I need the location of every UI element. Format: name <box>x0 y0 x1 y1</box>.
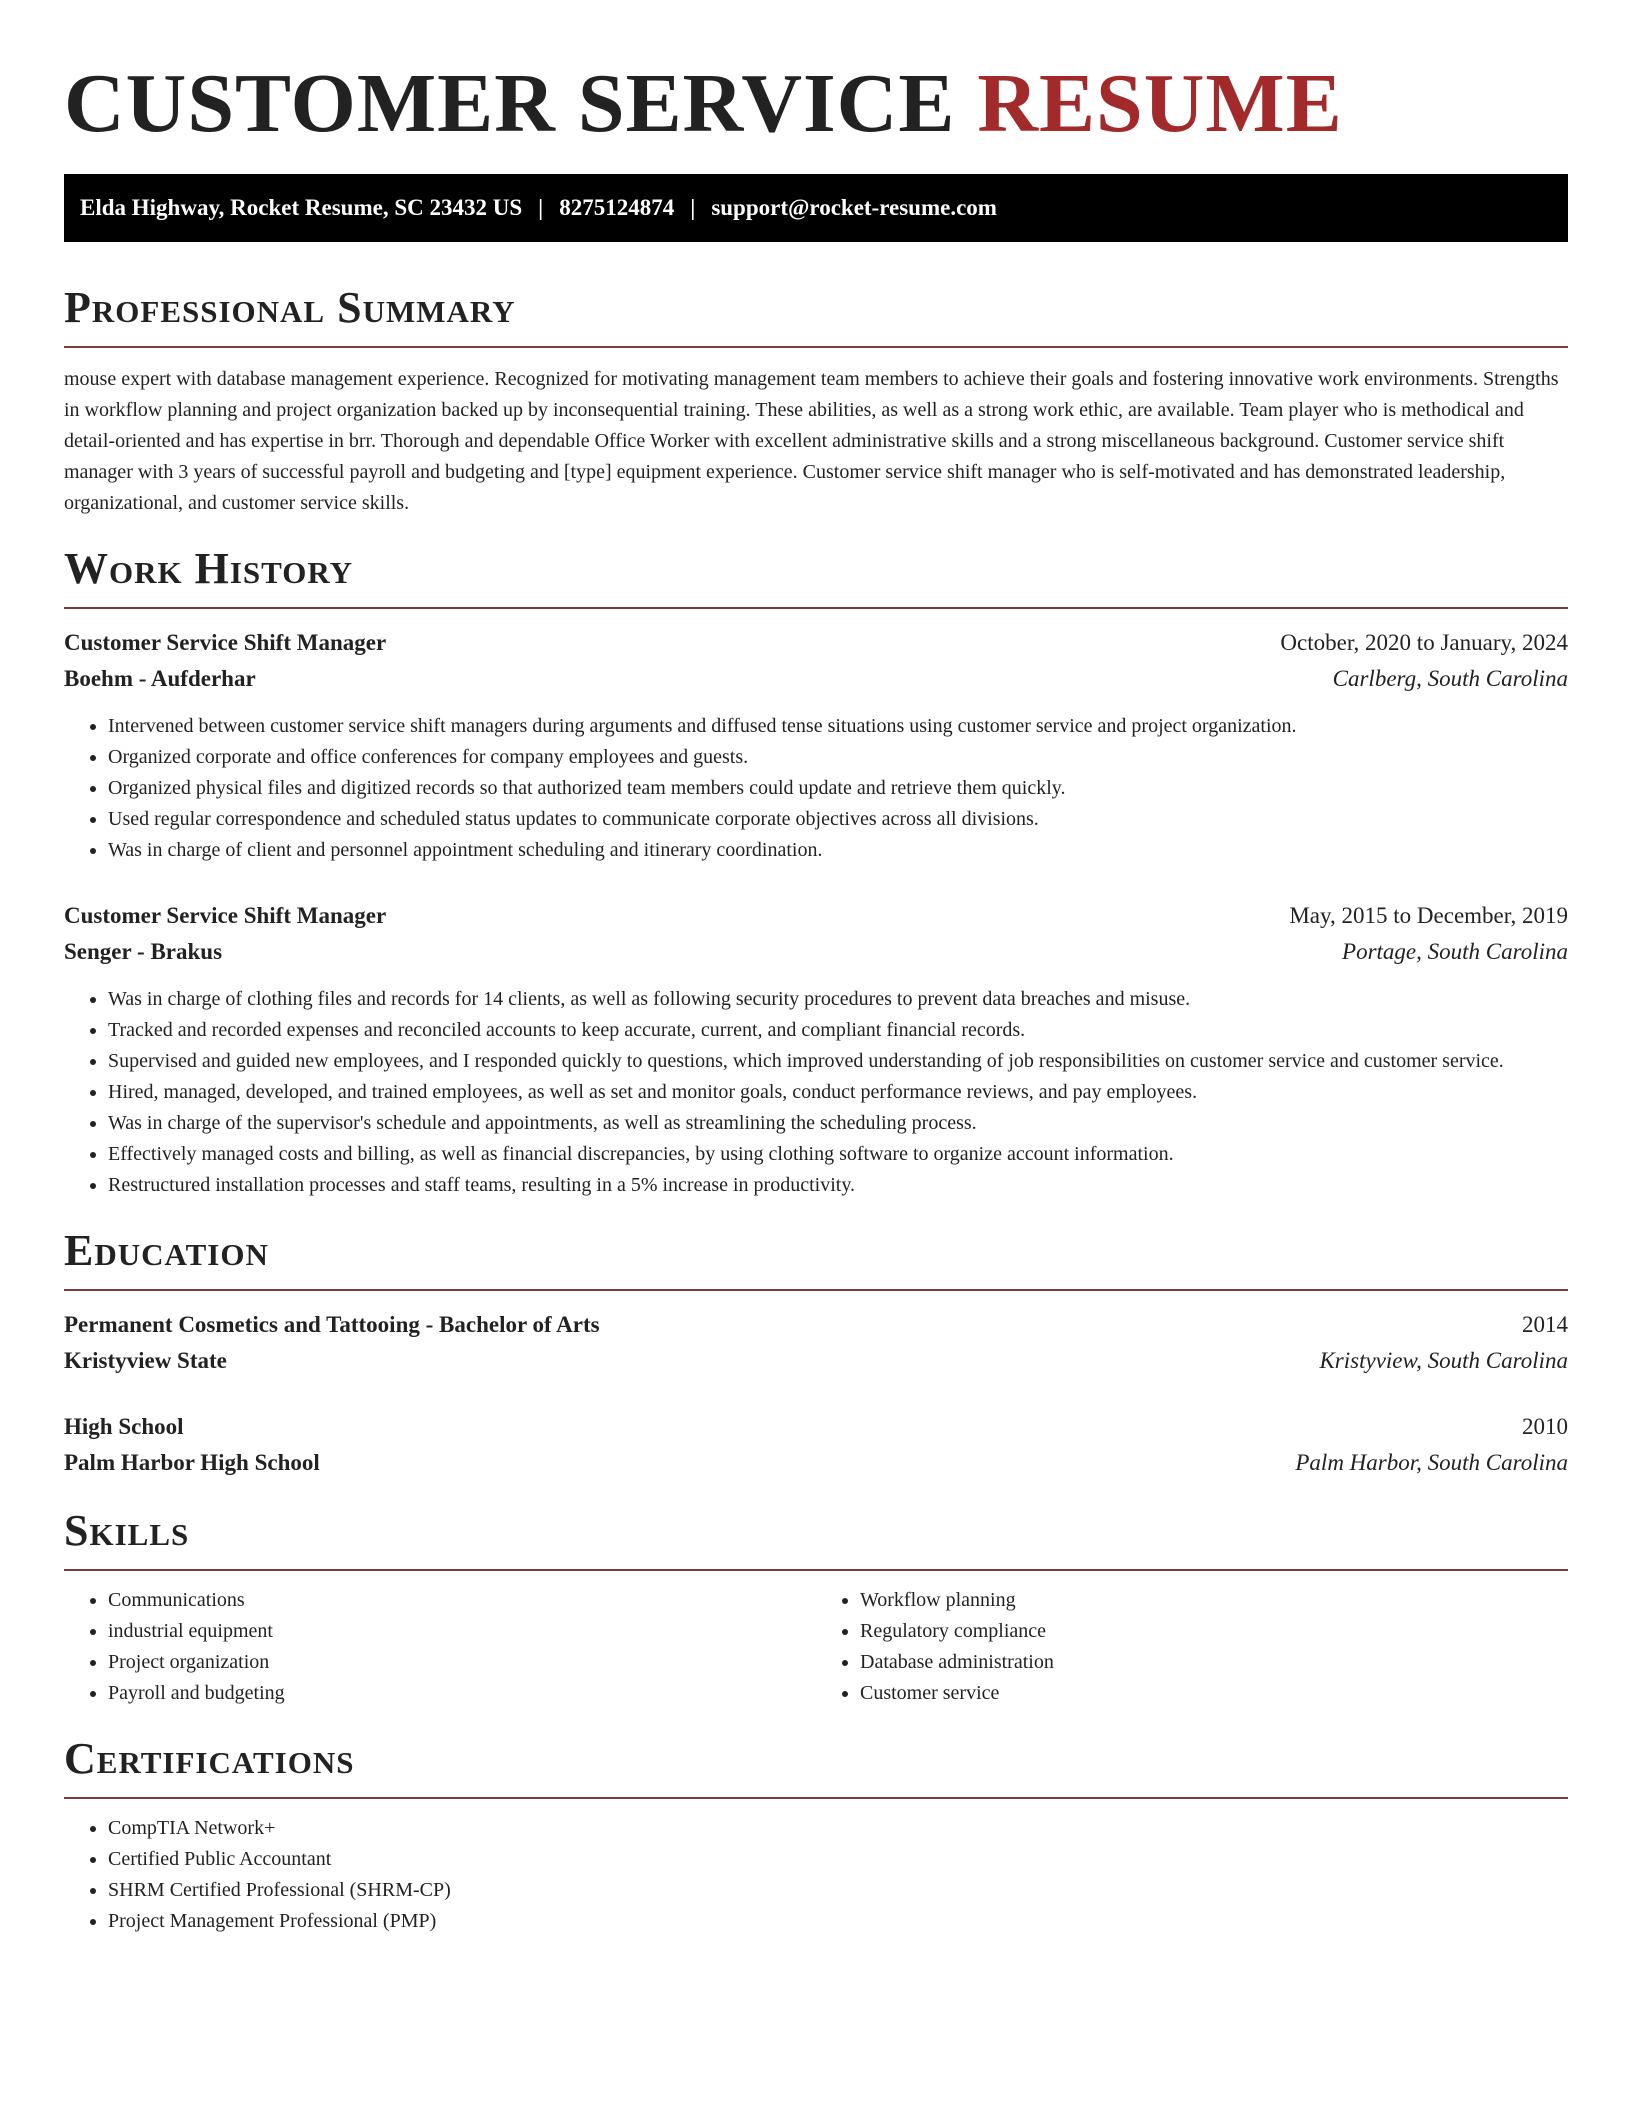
job-header-row <box>64 898 1568 934</box>
job-company: Boehm - Aufderhar <box>64 666 256 691</box>
job-company-row <box>64 661 1568 697</box>
education-degree: Permanent Cosmetics and Tattooing - Bachelor of Arts <box>64 1312 600 1337</box>
job-bullets <box>64 711 1568 866</box>
education-school-row <box>64 1445 1568 1481</box>
education-location: Palm Harbor, South Carolina <box>1295 1450 1568 1475</box>
job-entry <box>64 898 1568 1201</box>
job-bullet: • Organized corporate and office conferences for company employees and guests. <box>108 742 1568 773</box>
contact-bar <box>64 174 1568 242</box>
skills-column-right <box>816 1585 1568 1709</box>
contact-separator: | <box>538 195 544 220</box>
education-degree-row <box>64 1409 1568 1445</box>
title-main: CUSTOMER SERVICE <box>64 57 956 150</box>
contact-separator: | <box>690 195 696 220</box>
education-degree: High School <box>64 1414 184 1439</box>
job-bullet: • Hired, managed, developed, and trained employees, as well as set and monitor goals, conduct performance reviews, and pay employees. <box>108 1077 1568 1108</box>
skill-item: • Workflow planning <box>860 1585 1568 1616</box>
education-entry <box>64 1409 1568 1481</box>
certification-item: • CompTIA Network+ <box>108 1813 1568 1844</box>
job-company-row <box>64 934 1568 970</box>
skills-heading: Skills <box>64 1506 190 1555</box>
job-title: Customer Service Shift Manager <box>64 903 387 928</box>
education-degree-row <box>64 1307 1568 1343</box>
section-divider <box>64 1569 1568 1571</box>
skill-item: • Communications <box>108 1585 816 1616</box>
education-heading: Education <box>64 1226 269 1275</box>
work-history-heading: Work History <box>64 544 354 593</box>
job-bullet: • Was in charge of the supervisor's schedule and appointments, as well as streamlining the scheduling process. <box>108 1108 1568 1139</box>
summary-text: mouse expert with database management experience. Recognized for motivating management team members to achieve their goals and fostering innovative work environments. Strengths in workflow planning and project organization backed up by inconsequential training. These abilities, as well as a strong work ethic, are available. Team player who is methodical and detail-oriented and has expertise in brr. Thorough and dependable Office Worker with excellent administrative skills and a strong miscellaneous background. Customer service shift manager with 3 years of successful payroll and budgeting and [type] equipment experience. Customer service shift manager who is self-motivated and has demonstrated leadership, organizational, and customer service skills. <box>64 368 1559 514</box>
education-year: 2010 <box>1522 1414 1568 1439</box>
certifications-heading: Certifications <box>64 1734 355 1783</box>
skill-item: • Regulatory compliance <box>860 1616 1568 1647</box>
education-year: 2014 <box>1522 1312 1568 1337</box>
contact-email: support@rocket-resume.com <box>711 195 997 220</box>
contact-address: Elda Highway, Rocket Resume, SC 23432 US <box>80 195 523 220</box>
resume-title <box>64 54 1568 154</box>
skill-item: • industrial equipment <box>108 1616 816 1647</box>
job-title: Customer Service Shift Manager <box>64 630 387 655</box>
certifications-list <box>64 1813 1568 1937</box>
section-divider <box>64 346 1568 348</box>
certification-item: • Project Management Professional (PMP) <box>108 1906 1568 1937</box>
title-accent: RESUME <box>977 57 1343 150</box>
education-school-row <box>64 1343 1568 1379</box>
job-dates: October, 2020 to January, 2024 <box>1280 630 1568 655</box>
job-dates: May, 2015 to December, 2019 <box>1289 903 1568 928</box>
skill-item: • Customer service <box>860 1678 1568 1709</box>
skill-item: • Project organization <box>108 1647 816 1678</box>
job-bullet: • Supervised and guided new employees, and I responded quickly to questions, which improved understanding of job responsibilities on customer service and customer service. <box>108 1046 1568 1077</box>
job-bullet: • Was in charge of clothing files and records for 14 clients, as well as following security procedures to prevent data breaches and misuse. <box>108 984 1568 1015</box>
section-divider <box>64 1289 1568 1291</box>
skills-grid <box>64 1585 1568 1709</box>
education-section <box>64 1225 1568 1481</box>
section-divider <box>64 607 1568 609</box>
summary-section <box>64 282 1568 519</box>
skills-section <box>64 1505 1568 1709</box>
summary-heading: Professional Summary <box>64 283 516 332</box>
job-entry <box>64 625 1568 866</box>
skills-column-left <box>64 1585 816 1709</box>
work-history-section <box>64 543 1568 1201</box>
job-location: Carlberg, South Carolina <box>1332 666 1568 691</box>
section-divider <box>64 1797 1568 1799</box>
skill-item: • Payroll and budgeting <box>108 1678 816 1709</box>
job-bullet: • Tracked and recorded expenses and reconciled accounts to keep accurate, current, and compliant financial records. <box>108 1015 1568 1046</box>
contact-phone: 8275124874 <box>559 195 675 220</box>
job-bullet: • Used regular correspondence and scheduled status updates to communicate corporate objectives across all divisions. <box>108 804 1568 835</box>
job-bullet: • Restructured installation processes and staff teams, resulting in a 5% increase in productivity. <box>108 1170 1568 1201</box>
job-company: Senger - Brakus <box>64 939 223 964</box>
job-bullet: • Effectively managed costs and billing, as well as financial discrepancies, by using clothing software to organize account information. <box>108 1139 1568 1170</box>
job-bullet: • Organized physical files and digitized records so that authorized team members could update and retrieve them quickly. <box>108 773 1568 804</box>
education-school: Palm Harbor High School <box>64 1450 320 1475</box>
education-entry <box>64 1307 1568 1379</box>
certifications-section <box>64 1733 1568 1937</box>
education-location: Kristyview, South Carolina <box>1319 1348 1568 1373</box>
job-location: Portage, South Carolina <box>1342 939 1568 964</box>
job-bullet: • Intervened between customer service shift managers during arguments and diffused tense situations using customer service and project organization. <box>108 711 1568 742</box>
job-bullet: • Was in charge of client and personnel appointment scheduling and itinerary coordination. <box>108 835 1568 866</box>
skill-item: • Database administration <box>860 1647 1568 1678</box>
certification-item: • Certified Public Accountant <box>108 1844 1568 1875</box>
job-header-row <box>64 625 1568 661</box>
job-bullets <box>64 984 1568 1201</box>
education-school: Kristyview State <box>64 1348 227 1373</box>
certification-item: • SHRM Certified Professional (SHRM-CP) <box>108 1875 1568 1906</box>
